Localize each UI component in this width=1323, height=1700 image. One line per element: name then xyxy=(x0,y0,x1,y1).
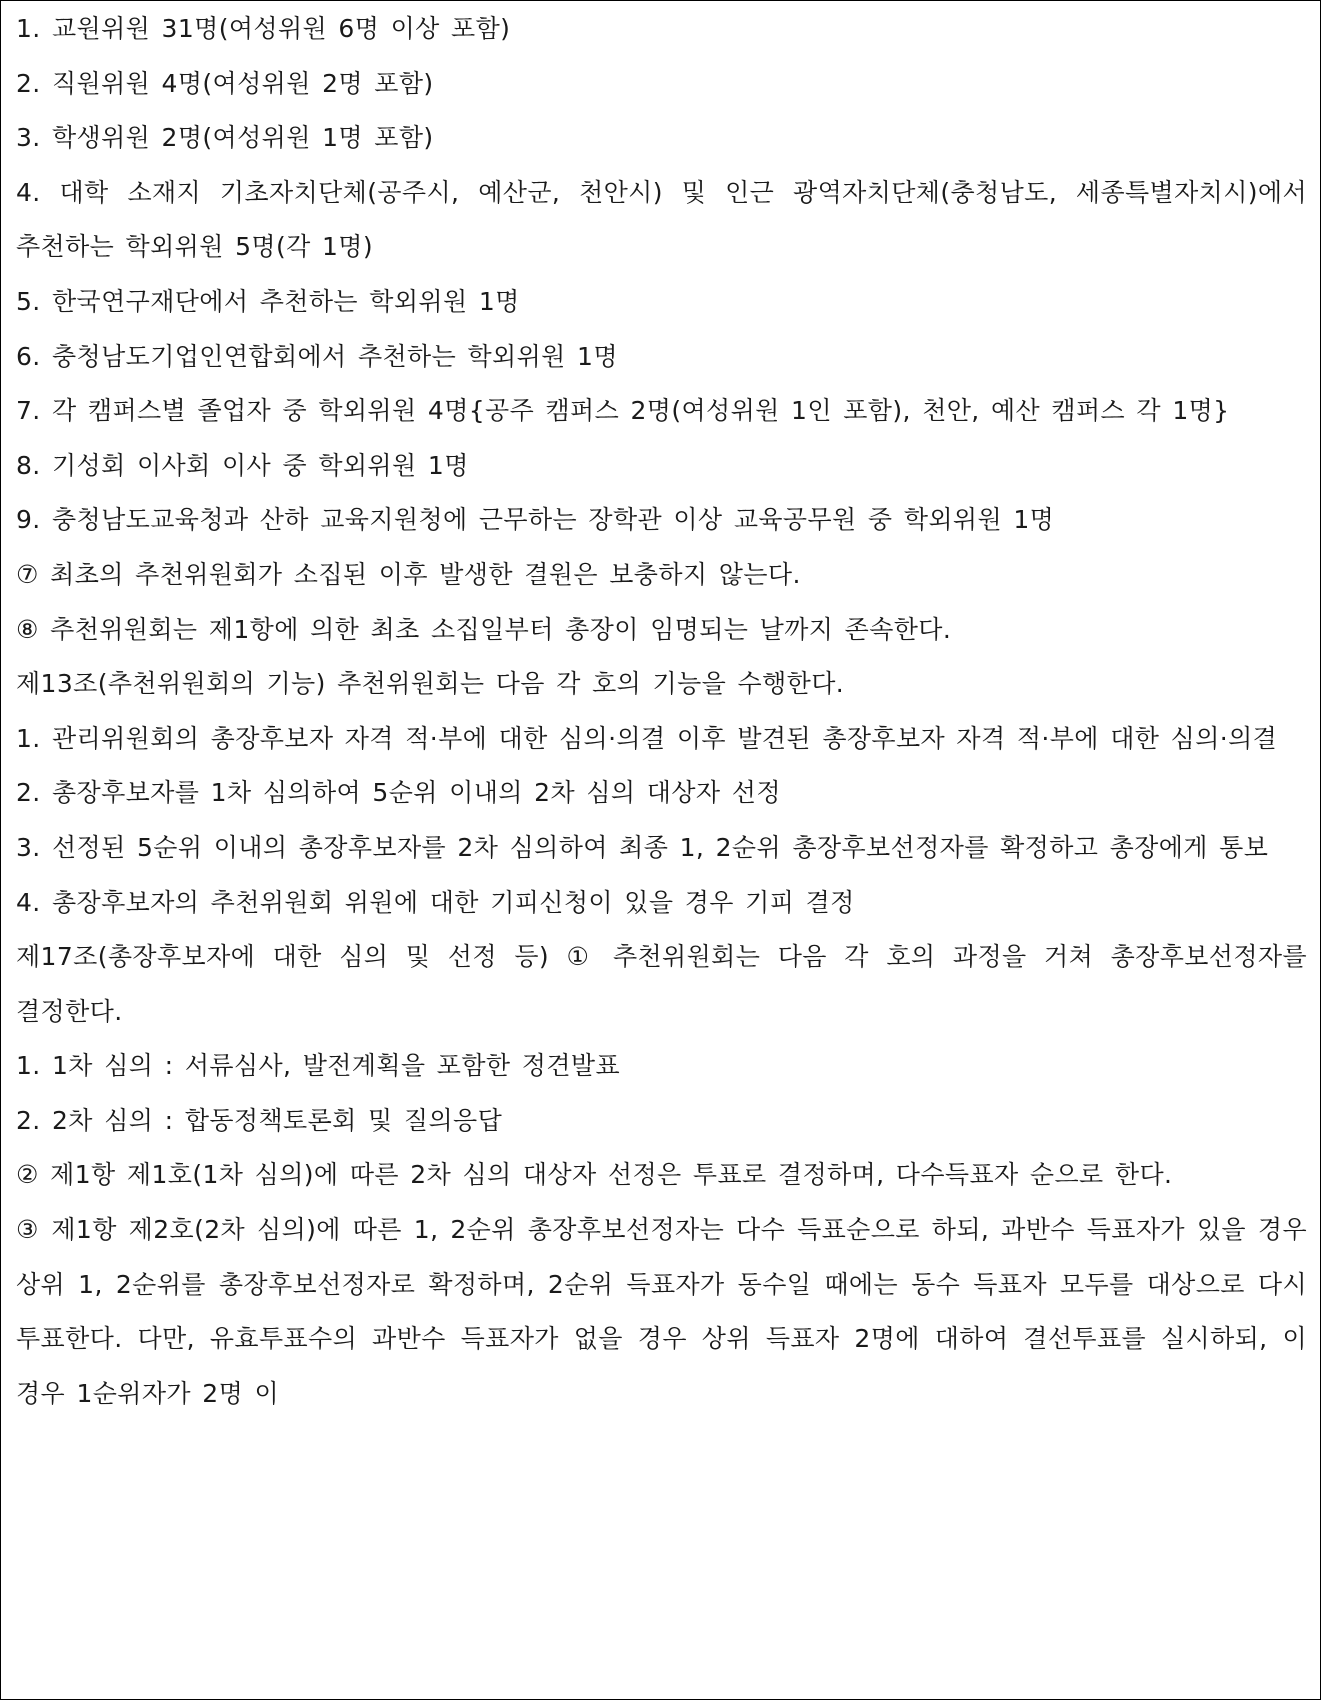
article-13-item-3: 3. 선정된 5순위 이내의 총장후보자를 2차 심의하여 최종 1, 2순위 총장후보선정자를 확정하고 총장에게 통보 xyxy=(16,832,1269,862)
article-13-item-2: 2. 총장후보자를 1차 심의하여 5순위 이내의 2차 심의 대상자 선정 xyxy=(16,778,781,808)
article-13-item-1: 1. 관리위원회의 총장후보자 자격 적·부에 대한 심의·의결 이후 발견된 총장후보자 자격 적·부에 대한 심의·의결 xyxy=(16,723,1278,753)
article-13-heading: 제13조(추천위원회의 기능) 추천위원회는 다음 각 호의 기능을 수행한다. xyxy=(16,669,845,699)
paragraph-item-4: 4. 대학 소재지 기초자치단체(공주시, 예산군, 천안시) 및 인근 광역자치단체(충청남도, 세종특별자치시)에서 추천하는 학외위원 5명(각 1명) xyxy=(16,177,1307,262)
paragraph-item-5: 5. 한국연구재단에서 추천하는 학외위원 1명 xyxy=(16,286,520,316)
paragraph-clause-7: ⑦ 최초의 추천위원회가 소집된 이후 발생한 결원은 보충하지 않는다. xyxy=(16,559,801,589)
paragraph-item-3: 3. 학생위원 2명(여성위원 1명 포함) xyxy=(16,123,434,153)
paragraph-item-9: 9. 충청남도교육청과 산하 교육지원청에 근무하는 장학관 이상 교육공무원 중 학외위원 1명 xyxy=(16,505,1055,535)
article-17-clause-3: ③ 제1항 제2호(2차 심의)에 따른 1, 2순위 총장후보선정자는 다수 득표순으로 하되, 과반수 득표자가 있을 경우 상위 1, 2순위를 총장후보선정자로 확정하며, 2순위 득표자가 동수일 때에는 동수 득표자 모두를 대상으로 다시 투표한다. 다만, 유효투표수의 과반수 득표자가 없을 경우 상위 득표자 2명에 대하여 결선투표를 실시하되, 이 경우 1순위자가 2명 이 xyxy=(16,1215,1307,1408)
article-17-clause-2: ② 제1항 제1호(1차 심의)에 따른 2차 심의 대상자 선정은 투표로 결정하며, 다수득표자 순으로 한다. xyxy=(16,1160,1173,1190)
paragraph-item-6: 6. 충청남도기업인연합회에서 추천하는 학외위원 1명 xyxy=(16,341,618,371)
article-13-item-4: 4. 총장후보자의 추천위원회 위원에 대한 기피신청이 있을 경우 기피 결정 xyxy=(16,887,855,917)
article-17-item-2: 2. 2차 심의 : 합동정책토론회 및 질의응답 xyxy=(16,1105,503,1135)
article-17-heading: 제17조(총장후보자에 대한 심의 및 선정 등) ① 추천위원회는 다음 각 호의 과정을 거쳐 총장후보선정자를 결정한다. xyxy=(16,942,1307,1026)
paragraph-item-7: 7. 각 캠퍼스별 졸업자 중 학외위원 4명{공주 캠퍼스 2명(여성위원 1인 포함), 천안, 예산 캠퍼스 각 1명} xyxy=(16,396,1230,426)
article-17-item-1: 1. 1차 심의 : 서류심사, 발전계획을 포함한 정견발표 xyxy=(16,1051,621,1081)
paragraph-item-1: 1. 교원위원 31명(여성위원 6명 이상 포함) xyxy=(16,14,511,43)
paragraph-clause-8: ⑧ 추천위원회는 제1항에 의한 최초 소집일부터 총장이 임명되는 날까지 존속한다. xyxy=(16,614,952,644)
paragraph-item-2: 2. 직원위원 4명(여성위원 2명 포함) xyxy=(16,68,434,98)
paragraph-item-8: 8. 기성회 이사회 이사 중 학외위원 1명 xyxy=(16,450,469,480)
